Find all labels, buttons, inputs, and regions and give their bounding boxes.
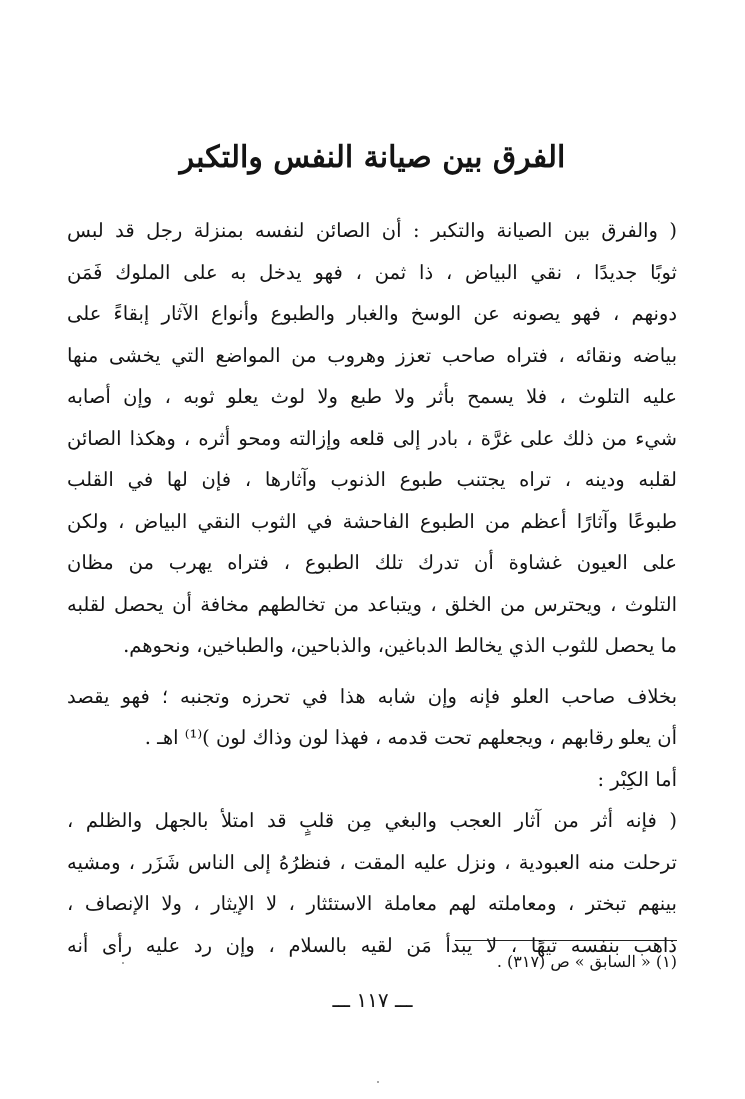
text-line: بخلاف صاحب العلو فإنه وإن شابه هذا في تحرزه وتجنبه ؛ فهو يقصد bbox=[67, 684, 677, 708]
scan-speck bbox=[377, 1081, 379, 1083]
text-line: التلوث ، ويحترس من الخلق ، ويتباعد من تخالطهم مخافة أن يحصل لقلبه bbox=[67, 592, 677, 616]
text-line: بينهم تبختر ، ومعاملته لهم معاملة الاستئثار ، لا الإيثار ، ولا الإنصاف ، bbox=[67, 892, 677, 915]
text-line: على العيون غشاوة أن تدرك تلك الطبوع ، فتراه يهرب من مظان bbox=[67, 551, 677, 574]
text-line: ( والفرق بين الصيانة والتكبر : أن الصائن لنفسه بمنزلة رجل قد لبس bbox=[67, 219, 677, 242]
page-number: ـــ ١١٧ ـــ bbox=[332, 988, 413, 1012]
paragraph-3 bbox=[67, 759, 677, 801]
text-line: ترحلت منه العبودية ، ونزل عليه المقت ، فنظرُهُ إلى الناس شَزَر ، ومشيه bbox=[67, 850, 677, 874]
text-line: لقلبه ودينه ، تراه يجتنب طبوع الذنوب وآثارها ، فإن لها في القلب bbox=[67, 468, 677, 491]
page-title: الفرق بين صيانة النفس والتكبر bbox=[179, 140, 566, 175]
text-line: ( فإنه أثر من آثار العجب والبغي مِن قلبٍ قد امتلأ بالجهل والظلم ، bbox=[67, 809, 677, 832]
text-line: دونهم ، فهو يصونه عن الوسخ والغبار والطبوع وأنواع الآثار إبقاءً على bbox=[67, 302, 677, 325]
footnote-divider bbox=[455, 940, 677, 941]
section-heading: أما الكِبْر : bbox=[597, 767, 677, 791]
paragraph-2 bbox=[67, 676, 677, 759]
text-line: ما يحصل للثوب الذي يخالط الدباغين، والذباحين، والطباخين، ونحوهم. bbox=[123, 634, 677, 657]
text-line: ذاهب بنفسه تيهًا ، لا يبدأ مَن لقيه بالسلام ، وإن رد عليه رأى أنه bbox=[67, 933, 677, 957]
text-line: بياضه ونقائه ، فتراه صاحب تعزز وهروب من المواضع التي يخشى منها bbox=[67, 343, 677, 367]
footnote: (١) « السابق » ص (٣١٧) . bbox=[496, 952, 677, 971]
paragraph-4 bbox=[67, 800, 677, 966]
text-line: أن يعلو رقابهم ، ويجعلهم تحت قدمه ، فهذا لون وذاك لون )⁽¹⁾ اهـ . bbox=[144, 726, 677, 749]
paragraph-1 bbox=[67, 210, 677, 667]
text-line: طبوعًا وآثارًا أعظم من الطبوع الفاحشة في الثوب النقي البياض ، ولكن bbox=[67, 509, 677, 533]
text-line: ثوبًا جديدًا ، نقي البياض ، ذا ثمن ، فهو يدخل به على الملوك فَمَن bbox=[67, 260, 677, 284]
body-text bbox=[67, 210, 677, 966]
text-line: عليه التلوث ، فلا يسمح بأثر ولا طبع ولا لوث يعلو ثوبه ، وإن أصابه bbox=[67, 385, 677, 408]
text-line: شيء من ذلك على غرَّة ، بادر إلى قلعه وإزالته ومحو أثره ، وهكذا الصائن bbox=[67, 426, 677, 450]
scan-speck bbox=[122, 962, 124, 964]
